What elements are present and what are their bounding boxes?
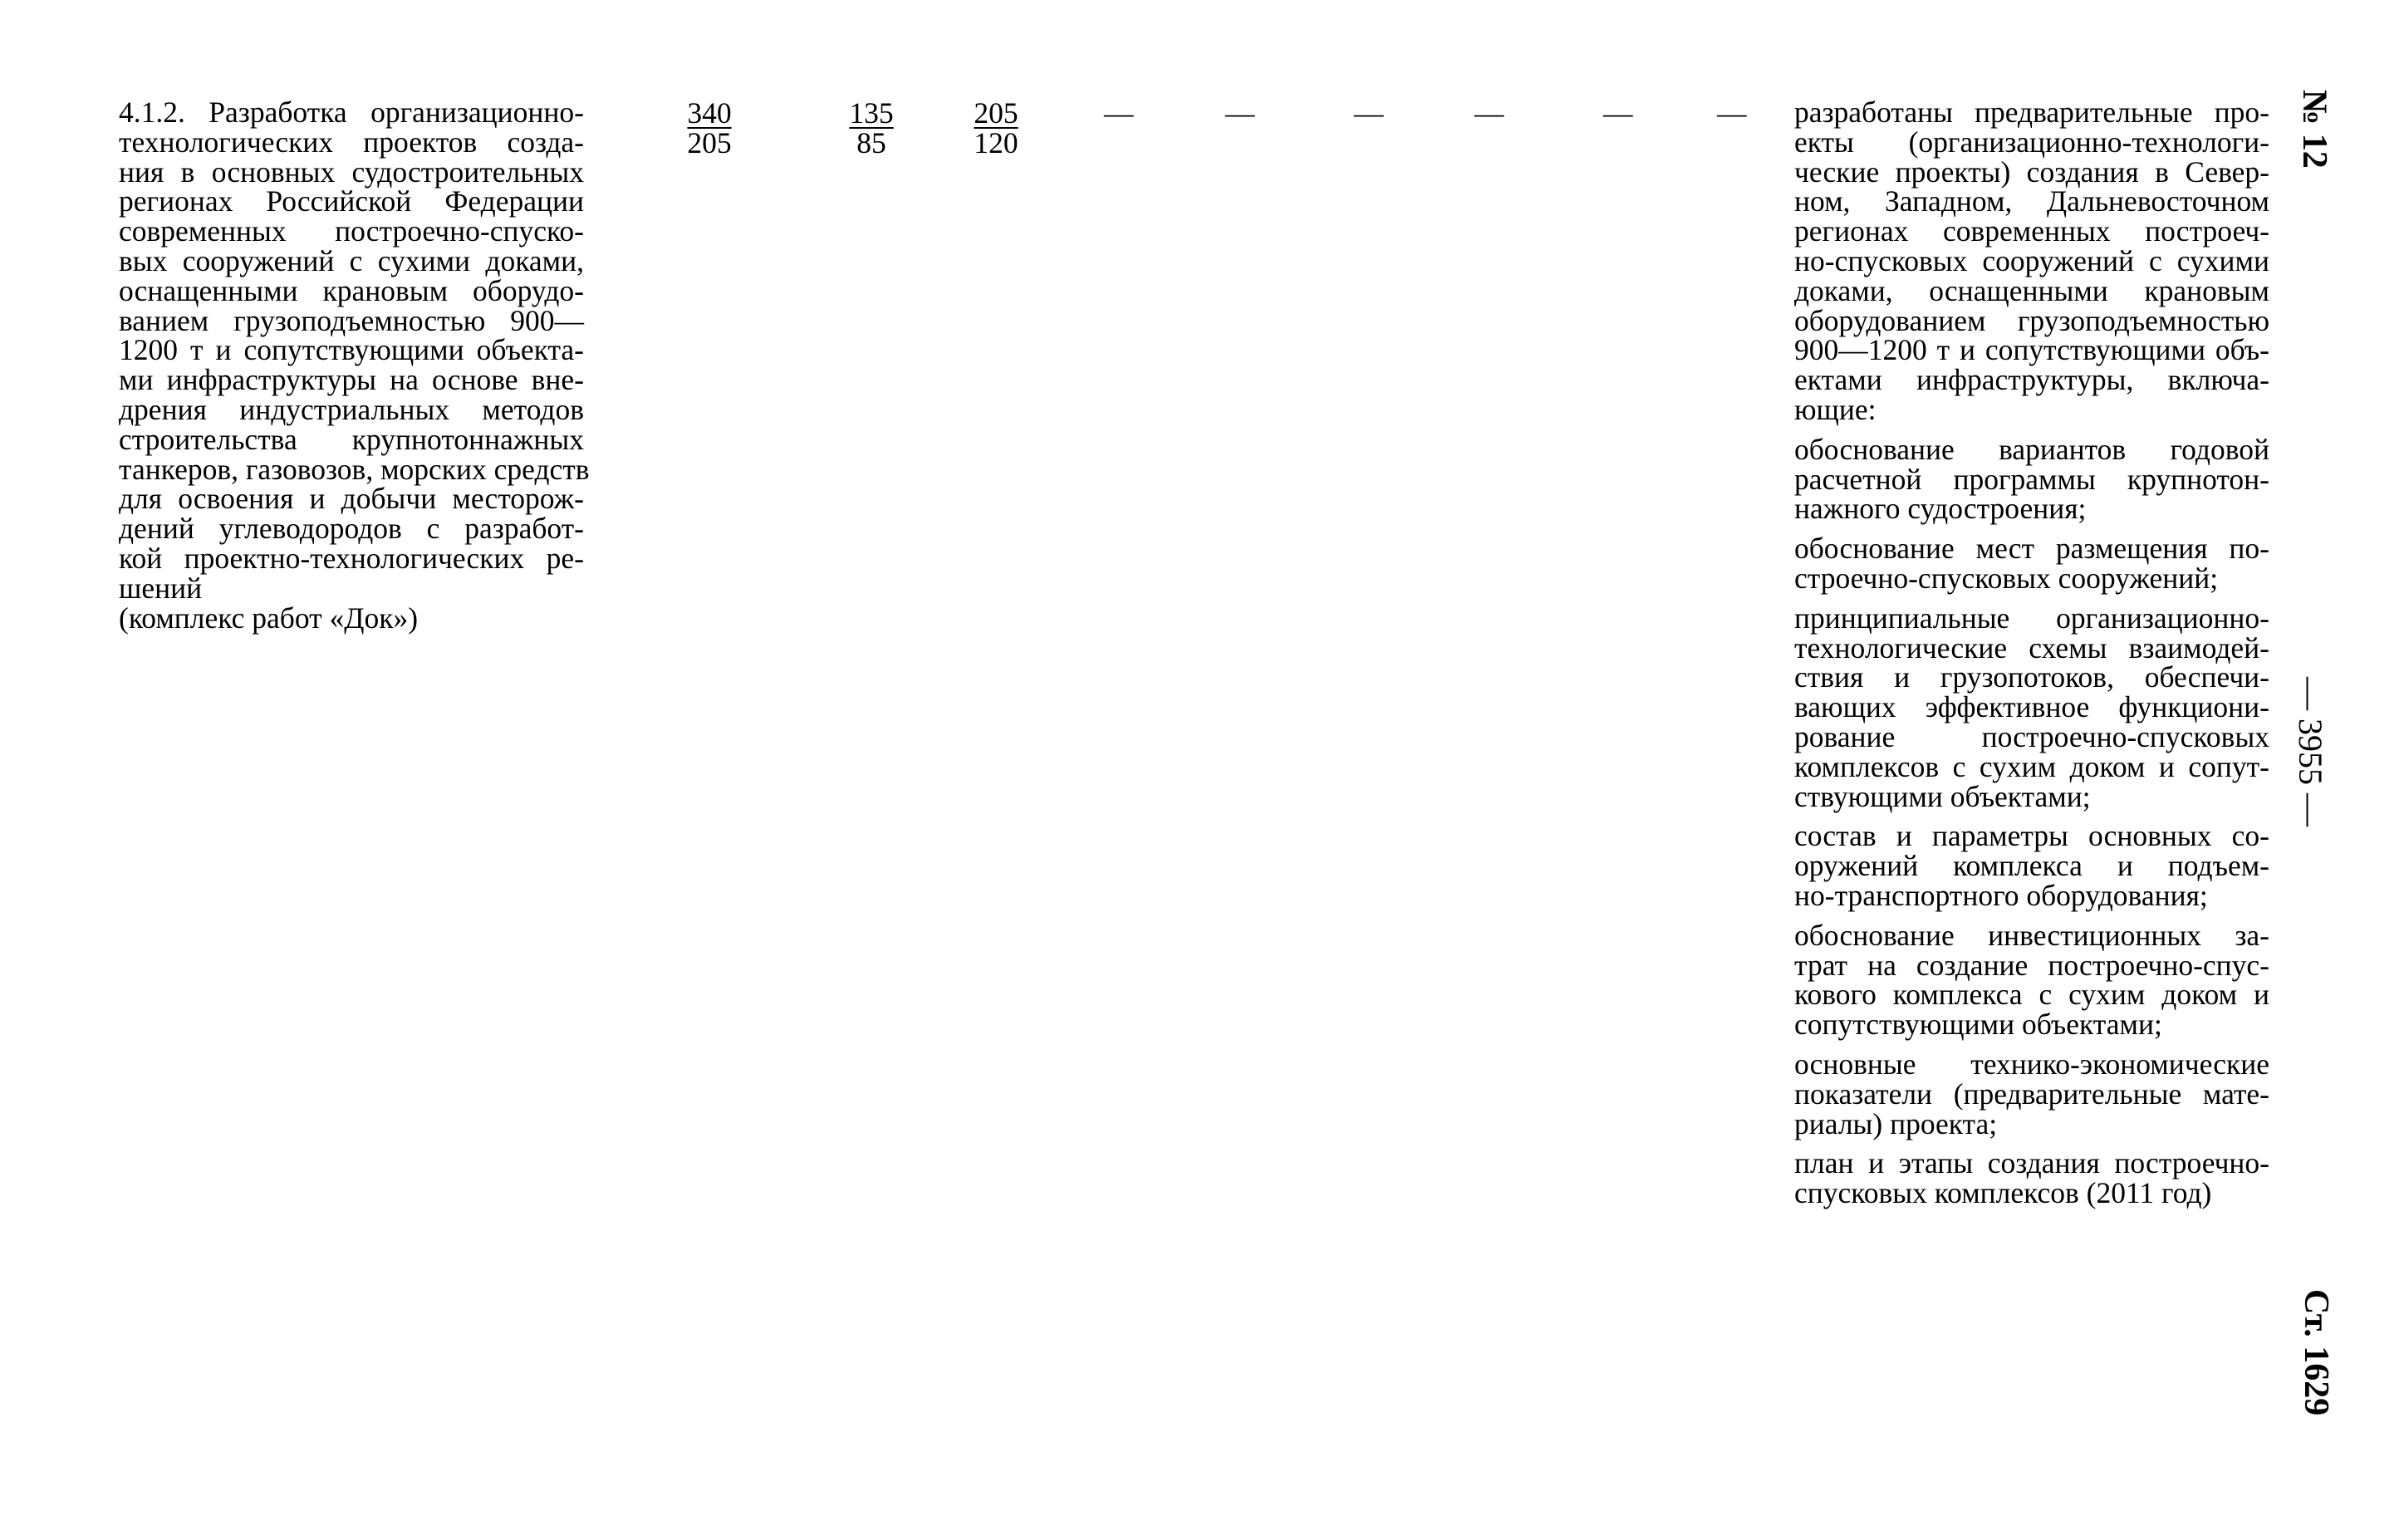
result-line: екты (организационно-технологи- <box>1794 125 2269 159</box>
result-line: показатели (предварительные мате- <box>1794 1077 2269 1111</box>
fraction-cell-2 <box>846 98 897 158</box>
result-paragraph <box>1794 432 2269 526</box>
item-line: дрения индустриальных методов <box>119 392 584 426</box>
item-line: кой проектно-технологических ре- <box>119 541 584 575</box>
result-line: строечно-спусковых сооружений; <box>1794 561 2219 595</box>
result-line: рование построечно-спусковых <box>1794 719 2269 753</box>
result-line: вающих эффективное функциони- <box>1794 690 2269 724</box>
fraction-cell-3 <box>970 98 1022 158</box>
result-line: 900—1200 т и сопутствующими объ- <box>1794 333 2269 367</box>
result-paragraph <box>1794 918 2269 1042</box>
result-paragraph <box>1794 821 2269 910</box>
item-description <box>119 96 590 635</box>
fraction-denominator: 205 <box>687 126 732 159</box>
result-line: ствующими объектами; <box>1794 779 2091 813</box>
item-line: ния в основных судостроительных <box>119 154 584 189</box>
dash-cell-2: — <box>1225 96 1255 130</box>
result-paragraph <box>1794 1047 2269 1140</box>
result-line: расчетной программы крупнотон- <box>1794 462 2269 496</box>
result-line: ектами инфраструктуры, включа- <box>1794 363 2269 397</box>
item-line: технологических проектов созда- <box>119 125 584 159</box>
result-line: оружений комплекса и подъем- <box>1794 849 2269 883</box>
result-line: кового комплекса с сухим доком и <box>1794 978 2269 1012</box>
item-line: ми инфраструктуры на основе вне- <box>119 363 584 397</box>
fraction-numerator: 135 <box>849 96 894 130</box>
item-line: оснащенными крановым оборудо- <box>119 273 584 307</box>
page-number: Ст. 1629 <box>2297 1289 2335 1416</box>
dash-cell-6: — <box>1717 96 1747 130</box>
dash-cell-4: — <box>1474 96 1504 130</box>
result-line: ном, Западном, Дальневосточном <box>1794 184 2269 218</box>
item-line: 1200 т и сопутствующими объекта- <box>119 333 584 367</box>
item-line: современных построечно-спуско- <box>119 214 584 248</box>
fraction-denominator: 85 <box>856 126 886 159</box>
result-line: обоснование инвестиционных за- <box>1794 918 2269 952</box>
dash-cell-5: — <box>1603 96 1633 130</box>
fraction-numerator: 340 <box>687 96 732 130</box>
issue-number: № 12 <box>2295 90 2333 169</box>
result-line: обоснование мест размещения по- <box>1794 532 2269 566</box>
fraction-numerator: 205 <box>974 96 1018 130</box>
item-line: 4.1.2. Разработка организационно- <box>119 96 584 129</box>
result-line: доками, оснащенными крановым <box>1794 273 2269 307</box>
result-line: регионах современных построеч- <box>1794 214 2269 248</box>
item-line: шений <box>119 571 203 605</box>
item-line: вых сооружений с сухими доками, <box>119 243 584 277</box>
result-line: ствия и грузопотоков, обеспечи- <box>1794 660 2269 694</box>
result-line: основные технико-экономические <box>1794 1047 2269 1081</box>
result-line: принципиальные организационно- <box>1794 601 2269 635</box>
dash-cell-3: — <box>1354 96 1384 130</box>
item-line: (комплекс работ «Док») <box>119 601 419 635</box>
result-paragraph <box>1794 1146 2269 1210</box>
result-line: оборудованием грузоподъемностью <box>1794 303 2269 337</box>
expected-results <box>1794 98 2269 1219</box>
result-line: состав и параметры основных со- <box>1794 819 2269 853</box>
result-line: обоснование вариантов годовой <box>1794 432 2269 466</box>
result-paragraph <box>1794 98 2269 425</box>
result-line: но-транспортного оборудования; <box>1794 878 2208 912</box>
result-paragraph <box>1794 534 2269 594</box>
result-line: разработаны предварительные про- <box>1794 96 2269 129</box>
item-line: танкеров, газовозов, морских средств <box>119 452 590 486</box>
item-line: ванием грузоподъемностью 900— <box>119 303 584 337</box>
item-line: для освоения и добычи месторож- <box>119 482 584 516</box>
fraction-cell-1 <box>684 98 735 158</box>
result-line: но-спусковых сооружений с сухими <box>1794 243 2269 277</box>
dash-cell-1: — <box>1104 96 1134 130</box>
result-line: риалы) проекта; <box>1794 1106 1998 1140</box>
item-line: дений углеводородов с разработ- <box>119 512 584 546</box>
page-center-number: — 3955 — <box>2292 677 2329 826</box>
item-line: регионах Российской Федерации <box>119 184 584 218</box>
result-line: сопутствующими объектами; <box>1794 1008 2162 1042</box>
result-line: ющие: <box>1794 392 1877 426</box>
result-line: спусковых комплексов (2011 год) <box>1794 1176 2212 1210</box>
result-line: план и этапы создания построечно- <box>1794 1146 2269 1180</box>
result-line: трат на создание построечно-спус- <box>1794 948 2269 982</box>
result-line: ческие проекты) создания в Север- <box>1794 154 2269 189</box>
fraction-denominator: 120 <box>974 126 1018 159</box>
result-line: технологические схемы взаимодей- <box>1794 630 2269 665</box>
result-paragraph <box>1794 601 2269 813</box>
result-line: комплексов с сухим доком и сопут- <box>1794 749 2269 783</box>
item-line: строительства крупнотоннажных <box>119 422 584 456</box>
result-line: нажного судостроения; <box>1794 492 2087 526</box>
